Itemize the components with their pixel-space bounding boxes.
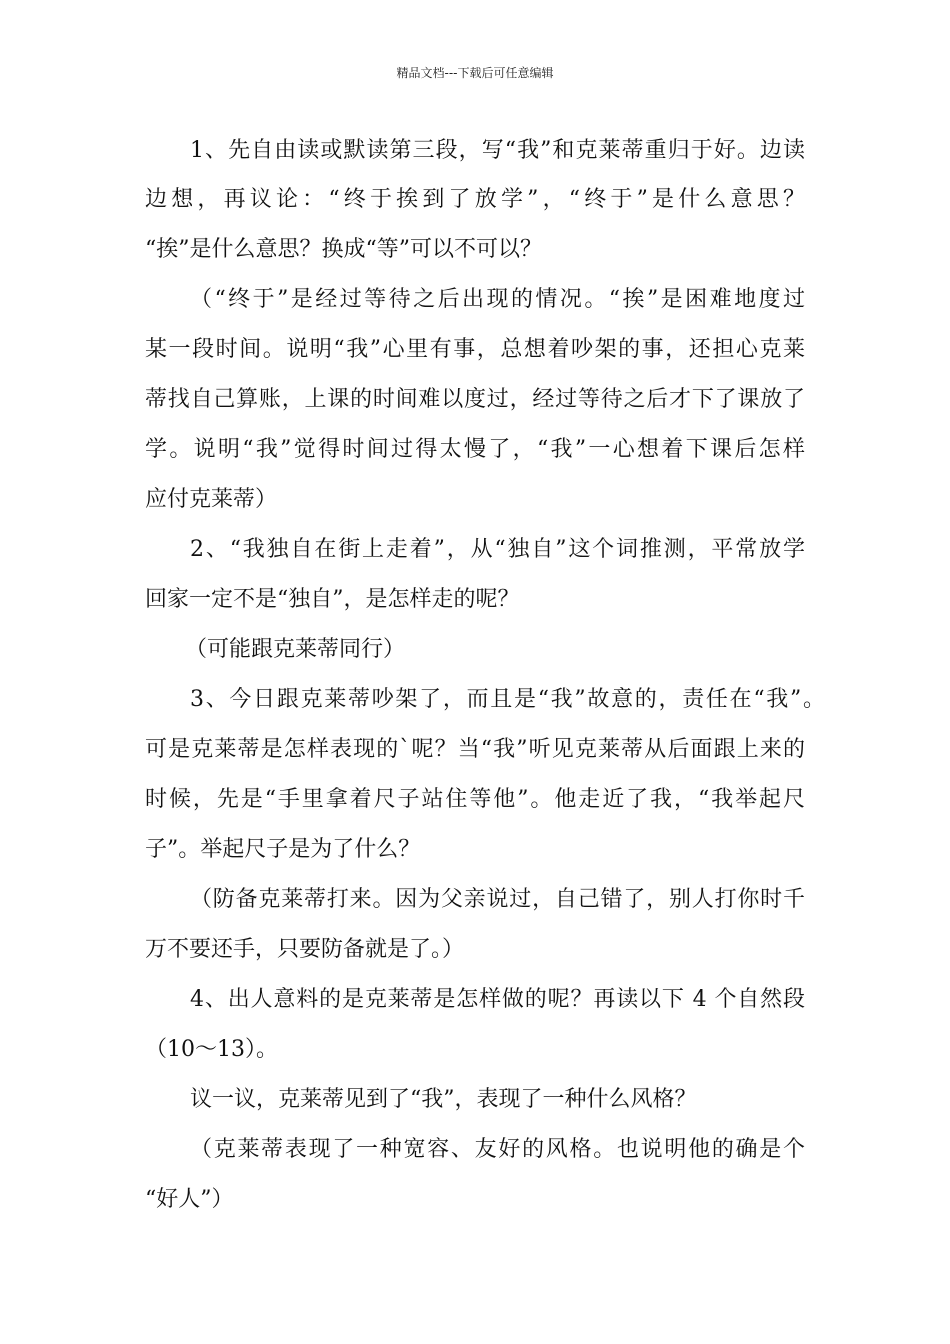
text-line: （克莱蒂表现了一种宽容、友好的风格。也说明他的确是个 bbox=[190, 1137, 805, 1162]
text-line: 3、今日跟克莱蒂吵架了，而且是“我”故意的，责任在“我”。 bbox=[190, 687, 825, 712]
text-line: “挨”是什么意思？换成“等”可以不可以？ bbox=[145, 237, 542, 262]
text-line: （“终于”是经过等待之后出现的情况。“挨”是困难地度过 bbox=[190, 287, 805, 312]
text-line: 4、出人意料的是克莱蒂是怎样做的呢？再读以下 4 个自然段 bbox=[190, 987, 805, 1012]
text-line: （可能跟克莱蒂同行） bbox=[185, 637, 406, 662]
text-line: 蒂找自己算账，上课的时间难以度过，经过等待之后才下了课放了 bbox=[145, 387, 805, 412]
text-line: 万不要还手，只要防备就是了。） bbox=[145, 937, 465, 962]
text-line: 边想，再议论：“终于挨到了放学”，“终于”是什么意思？ bbox=[145, 187, 805, 212]
text-line: 可是克莱蒂是怎样表现的`呢？当“我”听见克莱蒂从后面跟上来的 bbox=[145, 737, 805, 762]
page-header: 精品文档---下载后可任意编辑 bbox=[396, 66, 554, 80]
text-line: 2、“我独自在街上走着”，从“独自”这个词推测，平常放学 bbox=[190, 537, 805, 562]
text-line: 学。说明“我”觉得时间过得太慢了，“我”一心想着下课后怎样 bbox=[145, 437, 805, 462]
text-line: 回家一定不是“独自”，是怎样走的呢？ bbox=[145, 587, 520, 612]
text-line: 子”。举起尺子是为了什么？ bbox=[145, 837, 421, 862]
text-line: 时候，先是“手里拿着尺子站住等他”。他走近了我，“我举起尺 bbox=[145, 787, 805, 812]
text-line: 应付克莱蒂） bbox=[145, 487, 278, 512]
text-line: 1、先自由读或默读第三段，写“我”和克莱蒂重归于好。边读 bbox=[190, 138, 805, 163]
text-line: （防备克莱蒂打来。因为父亲说过，自己错了，别人打你时千 bbox=[190, 887, 805, 912]
text-line: 某一段时间。说明“我”心里有事，总想着吵架的事，还担心克莱 bbox=[145, 337, 805, 362]
text-line: （10～13）。 bbox=[145, 1037, 278, 1062]
text-line: “好人”） bbox=[145, 1187, 234, 1212]
text-line: 议一议，克莱蒂见到了“我”，表现了一种什么风格？ bbox=[190, 1087, 697, 1112]
